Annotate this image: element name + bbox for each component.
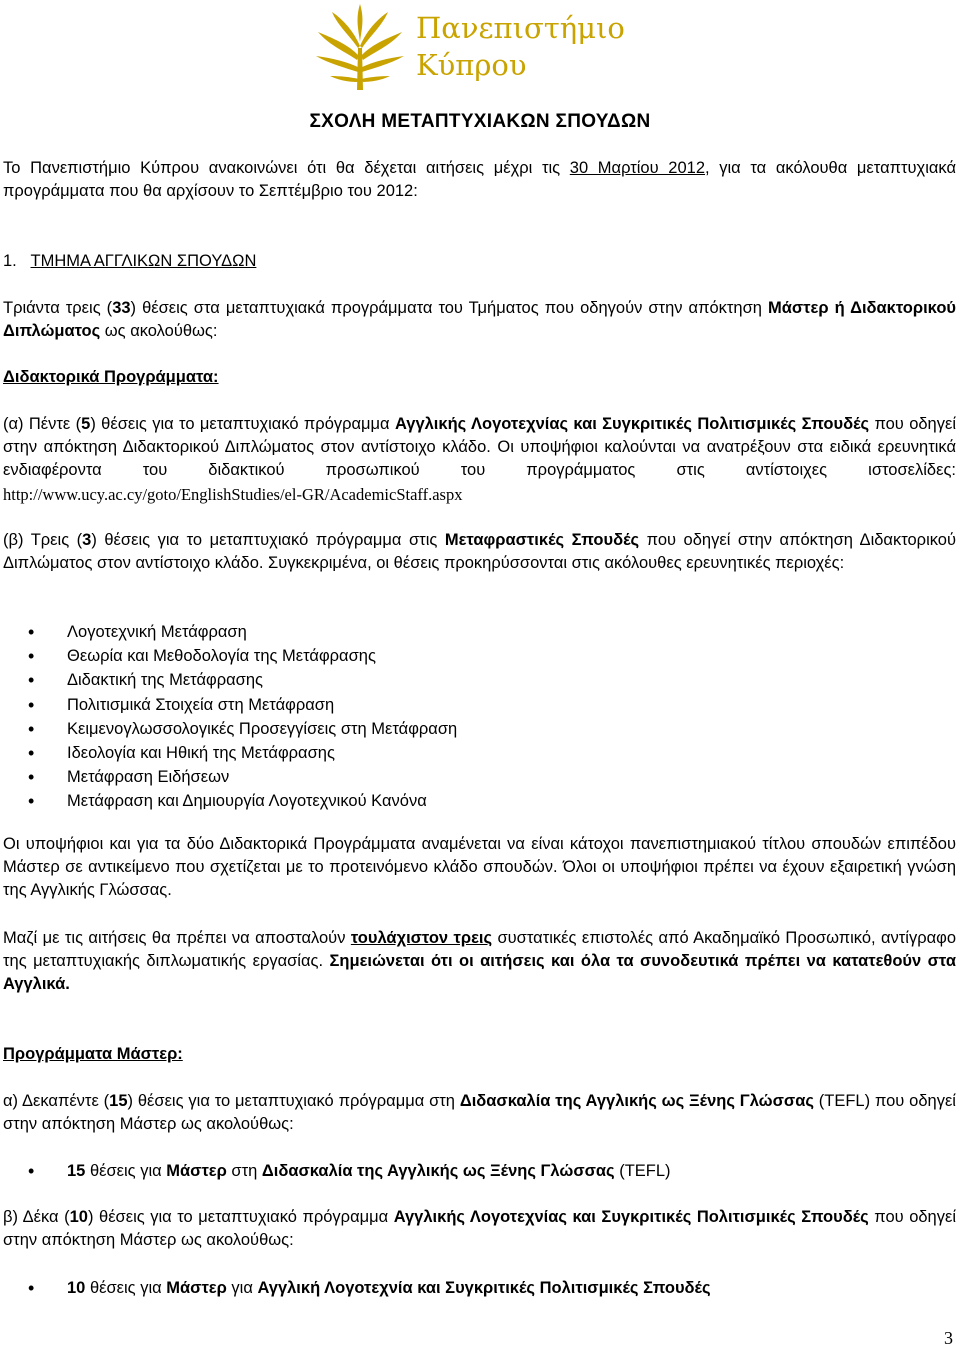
positions-count: 15 bbox=[109, 1092, 128, 1110]
emphasis-text: τουλάχιστον τρεις bbox=[350, 929, 493, 947]
text: ) θέσεις για το μεταπτυχιακό πρόγραμμα bbox=[90, 415, 395, 433]
doctoral-b-paragraph bbox=[3, 529, 956, 575]
list-item: • Διδακτική της Μετάφρασης bbox=[28, 668, 457, 692]
text: (α) Πέντε ( bbox=[3, 415, 82, 433]
logo-wordmark bbox=[416, 10, 625, 84]
intro-text-1: Το Πανεπιστήμιο Κύπρου ανακοινώνει ότι θα δέχεται αιτήσεις μέχρι τις bbox=[3, 159, 570, 177]
logo-line-1: Πανεπιστήμιο bbox=[416, 11, 625, 45]
text: ) θέσεις στα μεταπτυχιακά προγράμματα του Τμήματος που οδηγούν στην απόκτηση bbox=[130, 299, 768, 317]
degree-type: Μάστερ bbox=[166, 1162, 227, 1180]
university-logo bbox=[310, 2, 625, 94]
program-name: Διδασκαλία της Αγγλικής ως Ξένης Γλώσσας bbox=[261, 1162, 615, 1180]
positions-count: 33 bbox=[112, 299, 131, 317]
page-title: ΣΧΟΛΗ ΜΕΤΑΠΤΥΧΙΑΚΩΝ ΣΠΟΥΔΩΝ bbox=[309, 111, 651, 132]
list-item: • Μετάφραση και Δημιουργία Λογοτεχνικού Κανόνα bbox=[28, 789, 457, 813]
doctoral-heading bbox=[3, 366, 956, 389]
deadline-date: 30 Μαρτίου 2012 bbox=[569, 159, 706, 177]
text: ) θέσεις για το μεταπτυχιακό πρόγραμμα στις bbox=[91, 531, 445, 549]
text: ) θέσεις για το μεταπτυχιακό πρόγραμμα bbox=[87, 1208, 394, 1226]
degree-type: Μάστερ bbox=[166, 1279, 227, 1297]
text: Τριάντα τρεις ( bbox=[3, 299, 113, 317]
text: α) Δεκαπέντε ( bbox=[3, 1092, 110, 1110]
text: για bbox=[226, 1279, 258, 1297]
text: που οδηγεί στην απόκτηση Μάστερ ως ακολούθως: bbox=[3, 1208, 957, 1250]
olive-tree-logo-icon bbox=[310, 2, 410, 94]
section-title: ΤΜΗΜΑ ΑΓΓΛΙΚΩΝ ΣΠΟΥΔΩΝ bbox=[30, 252, 257, 270]
text: β) Δέκα ( bbox=[3, 1208, 70, 1226]
requirements-paragraph: Οι υποψήφιοι και για τα δύο Διδακτορικά Προγράμματα αναμένεται να είναι κάτοχοι πανεπιστημιακού τίτλου σπουδών επιπέδου Μάστερ σε αντικείμενο που σχετίζεται με το προτεινόμενο κλάδο σπουδών. Όλοι οι υποψήφιοι πρέπει να έχουν εξαιρετική γνώση της Αγγλικής Γλώσσας. bbox=[3, 835, 956, 900]
research-areas-list bbox=[28, 620, 457, 814]
masters-b-list bbox=[28, 1276, 711, 1300]
masters-b-paragraph bbox=[3, 1206, 956, 1252]
list-item bbox=[28, 1276, 711, 1300]
positions-paragraph bbox=[3, 297, 956, 343]
text: (β) Τρεις ( bbox=[3, 531, 83, 549]
list-item: • Κειμενογλωσσολογικές Προσεγγίσεις στη Μετάφραση bbox=[28, 717, 457, 741]
english-note: Σημειώνεται ότι οι αιτήσεις και όλα τα συνοδευτικά πρέπει να κατατεθούν στα Αγγλικά. bbox=[3, 952, 956, 994]
text: στη bbox=[226, 1162, 262, 1180]
positions-count: 3 bbox=[82, 531, 92, 549]
positions-count: 10 bbox=[69, 1208, 88, 1226]
text: (TEFL) bbox=[614, 1162, 671, 1180]
list-item: • Ιδεολογία και Ηθική της Μετάφρασης bbox=[28, 741, 457, 765]
masters-heading-text: Προγράμματα Μάστερ: bbox=[3, 1045, 183, 1063]
positions-count: 5 bbox=[81, 415, 91, 433]
section-number: 1. bbox=[3, 252, 17, 270]
text: ) θέσεις για το μεταπτυχιακό πρόγραμμα στη bbox=[127, 1092, 460, 1110]
text: ως ακολούθως: bbox=[100, 322, 218, 341]
doctoral-a-paragraph bbox=[3, 413, 956, 507]
program-name: Αγγλικής Λογοτεχνίας και Συγκριτικές Πολιτισμικές Σπουδές bbox=[394, 415, 870, 433]
list-item: • Πολιτισμικά Στοιχεία στη Μετάφραση bbox=[28, 693, 457, 717]
list-item: • Μετάφραση Ειδήσεων bbox=[28, 765, 457, 789]
intro-paragraph bbox=[3, 157, 956, 203]
masters-a-paragraph bbox=[3, 1090, 956, 1136]
program-name: Αγγλική Λογοτεχνία και Συγκριτικές Πολιτισμικές Σπουδές bbox=[257, 1279, 711, 1297]
list-item: • Λογοτεχνική Μετάφραση bbox=[28, 620, 457, 644]
masters-heading bbox=[3, 1043, 956, 1066]
page-number: 3 bbox=[944, 1328, 953, 1348]
list-item bbox=[28, 1159, 671, 1183]
section-heading bbox=[3, 250, 956, 273]
academic-staff-link[interactable]: http://www.ucy.ac.cy/goto/EnglishStudies/el-GR/AcademicStaff.aspx bbox=[3, 484, 463, 504]
positions-count: 15 bbox=[67, 1162, 86, 1180]
text: που οδηγεί στην απόκτηση Διδακτορικού Διπλώματος στον αντίστοιχο κλάδο. Οι υποψήφιοι καλούνται να ανατρέξουν στα ειδικά ερευνητικά ενδιαφέροντα του διδακτικού προσωπικού του προγράμματος στις αντίστοιχες ιστοσελίδες: bbox=[3, 415, 957, 480]
text: Μαζί με τις αιτήσεις θα πρέπει να αποσταλούν bbox=[3, 929, 351, 947]
recommendation-letters-paragraph bbox=[3, 927, 956, 997]
doctoral-heading-text: Διδακτορικά Προγράμματα: bbox=[3, 368, 219, 386]
text: (TEFL) που οδηγεί στην απόκτηση Μάστερ ως ακολούθως: bbox=[3, 1092, 956, 1134]
text: θέσεις για bbox=[85, 1162, 167, 1180]
intro-text-2: , για τα ακόλουθα μεταπτυχιακά προγράμματα που θα αρχίσουν το Σεπτέμβριο του 2012: bbox=[3, 159, 956, 201]
program-name: Διδασκαλία της Αγγλικής ως Ξένης Γλώσσας bbox=[459, 1092, 814, 1110]
program-name: Αγγλικής Λογοτεχνίας και Συγκριτικές Πολιτισμικές Σπουδές bbox=[393, 1208, 869, 1226]
logo-line-2: Κύπρου bbox=[416, 48, 527, 82]
text: που οδηγεί στην απόκτηση Διδακτορικού Διπλώματος στον αντίστοιχο κλάδο. Συγκεκριμένα, οι θέσεις προκηρύσσονται στις ακόλουθες ερευνητικές περιοχές: bbox=[3, 531, 956, 573]
program-name: Μεταφραστικές Σπουδές bbox=[444, 531, 640, 549]
text: συστατικές επιστολές από Ακαδημαϊκό Προσωπικό, αντίγραφο της μεταπτυχιακής διπλωματικής εργασίας. bbox=[3, 929, 957, 971]
degree-type: Μάστερ ή Διδακτορικού Διπλώματος bbox=[3, 299, 956, 341]
positions-count: 10 bbox=[67, 1279, 86, 1297]
masters-a-list bbox=[28, 1159, 671, 1183]
list-item: • Θεωρία και Μεθοδολογία της Μετάφρασης bbox=[28, 644, 457, 668]
text: θέσεις για bbox=[85, 1279, 167, 1297]
